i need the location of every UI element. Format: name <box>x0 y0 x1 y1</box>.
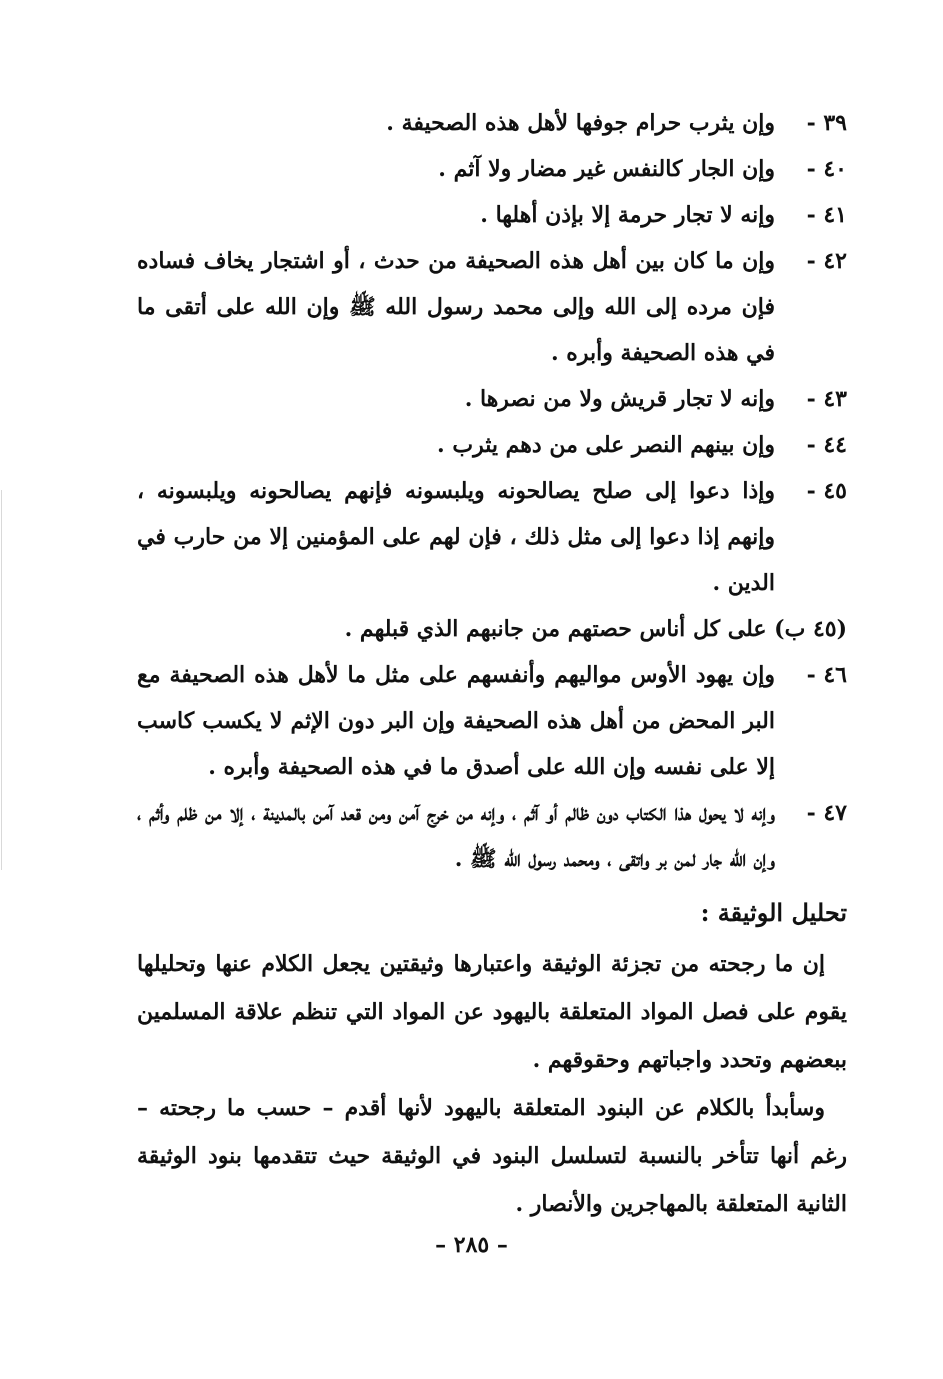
article-text: وإنه لا تجار حرمة إلا بإذن أهلها . <box>480 202 775 228</box>
section-heading: تحليل الوثيقة : <box>700 898 847 927</box>
article-text: وإن يثرب حرام جوفها لأهل هذه الصحيفة . <box>386 110 775 136</box>
article-text: وإن يهود الأوس مواليهم وأنفسهم على مثل ما لأهل هذه الصحيفة مع البر المحض من أهل هذه الصحيفة وإن البر دون الإثم لا يكسب كاسب إلا على نفسه وإن الله على أصدق ما في هذه الصحيفة وأبره . <box>137 662 775 780</box>
article-number: ٤٢ - <box>806 248 847 274</box>
article-text: وإن الجار كالنفس غير مضار ولا آثم . <box>438 156 775 182</box>
scan-edge-line <box>1 490 2 870</box>
article-text: وإن بينهم النصر على من دهم يثرب . <box>437 432 775 458</box>
article-40 <box>137 146 847 192</box>
article-number: ٤٧ - <box>806 800 847 826</box>
analysis-section <box>137 940 847 1228</box>
paragraph: وسأبدأ بالكلام عن البنود المتعلقة باليهود لأنها أقدم – حسب ما رجحته – رغم أنها تتأخر بالنسبة لتسلسل البنود في الوثيقة حيث تتقدمها بنود الوثيقة الثانية المتعلقة بالمهاجرين والأنصار . <box>137 1095 847 1217</box>
article-number: ٤٣ - <box>806 386 847 412</box>
article-46 <box>137 652 847 790</box>
article-45 <box>137 468 847 606</box>
page-number: – ٢٨٥ – <box>435 1232 508 1258</box>
article-42 <box>137 238 847 376</box>
article-number: ٤١ - <box>806 202 847 228</box>
article-text: (٤٥ ب) على كل أناس حصتهم من جانبهم الذي قبلهم . <box>344 616 847 642</box>
paragraph: إن ما رجحته من تجزئة الوثيقة واعتبارها وثيقتين يجعل الكلام عنها وتحليلها يقوم على فصل المواد المتعلقة باليهود عن المواد التي تنظم علاقة المسلمين ببعضهم وتحدد واجباتهم وحقوقهم . <box>137 951 847 1073</box>
article-47 <box>137 790 847 882</box>
article-39 <box>137 100 847 146</box>
article-number: ٤٤ - <box>806 432 847 458</box>
article-number: ٣٩ - <box>806 110 847 136</box>
article-44 <box>137 422 847 468</box>
article-text: وإنه لا تجار قريش ولا من نصرها . <box>464 386 775 412</box>
articles-list <box>137 100 847 882</box>
article-45b <box>137 606 847 652</box>
article-text: وإنه لا يحول هذا الكتاب دون ظالم أو آثم ، وإنه من خرج آمن ومن قعد آمن بالمدينة ، إلا من ظلم وأثم ، وإن الله جار لمن بر واتقى ، ومحمد رسول الله ﷺ . <box>137 800 775 872</box>
article-number: ٤٥ - <box>806 478 847 504</box>
article-number: ٤٦ - <box>806 662 847 688</box>
article-43 <box>137 376 847 422</box>
article-41 <box>137 192 847 238</box>
article-text: وإن ما كان بين أهل هذه الصحيفة من حدث ، أو اشتجار يخاف فساده فإن مرده إلى الله وإلى محمد رسول الله ﷺ وإن الله على أتقى ما في هذه الصحيفة وأبره . <box>137 248 775 366</box>
article-number: ٤٠ - <box>806 156 847 182</box>
article-text: وإذا دعوا إلى صلح يصالحونه ويلبسونه فإنهم يصالحونه ويلبسونه ، وإنهم إذا دعوا إلى مثل ذلك ، فإن لهم على المؤمنين إلا من حارب في الدين . <box>137 478 775 596</box>
